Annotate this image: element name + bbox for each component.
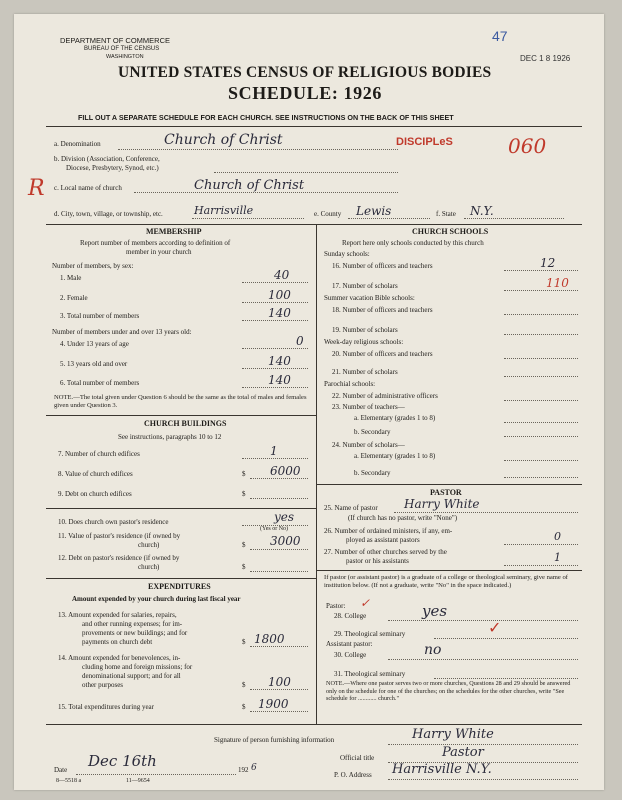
date-label: Date [54, 766, 68, 774]
q29-check-mark: ✓ [488, 618, 502, 637]
q27-label-2: pastor or his assistants [346, 557, 409, 565]
q11-label-2: church) [138, 541, 160, 549]
q17-label: 17. Number of scholars [332, 282, 398, 290]
q11-label: 11. Value of pastor's residence (if owned by [58, 532, 181, 540]
local-name-value: Church of Christ [194, 178, 305, 193]
pastor-title: PASTOR [430, 488, 462, 497]
census-schedule-sheet: DEPARTMENT OF COMMERCE BUREAU OF THE CENSUS WASHINGTON 47 DEC 1 8 1926 UNITED STATES CENSUS OF RELIGIOUS BODIES SCHEDULE: 1926 FILL OUT A SEPARATE SCHEDULE FOR EACH CHURCH. SEE INSTRUCTIONS ON THE BACK OF THIS SHEET a. Denomination Church of Christ DISCIPLeS 060 b. Division (Association, Conference, Diocese, Presbytery, Synod, etc.) R c. Local name of church Church of Christ d. City, town, village, or township, etc. Harrisville e. County Lewis f. State N.Y. MEMBERSHIP Report number of members according to definition of member in your church Number of members, by sex: 1. Male 40 2. Female 100 3. Total number of members 140 Number of members under and over 13 years old: 4. Under 13 years of age 0 5. 13 years old and over 140 6. Total number of members 140 NOTE.—The total given under Question 6 should be the same as the total of males and females given under Question 3. CHURCH BUILDINGS See instructions, paragraphs 10 to 12 7. Number of church edifices 1 8. Value of church edifices $ 6000 9. Debt on church edifices $ 10. Does church own pastor's residence yes (Yes or No) 11. Value of pastor's residence (if owned by church) $ 3000 12. Debt on pastor's residence (if owned by church) $ EXPENDITURES Amount expended by your church during last fiscal year 13. Amount expended for salaries, repairs, and other running expenses; for im- provements or new buildings; and for payments on church debt $ 1800 14. Amount expended for benevolences, in- cluding home and foreign missions; for denominational support; and for all other purposes $ 100 15. Total expenditures during year $ 1900 CHURCH SCHOOLS Report here only schools conducted by this church Sunday schools: 16. Number of officers and teachers 12 17. Number of scholars 110 Summer vacation Bible schools: 18. Number of officers and teachers 19. Number of scholars Week-day religious schools: 20. Number of officers and teachers 21. Number of scholars Parochial schools: 22. Number of administrative officers 23. Number of teachers— a. Elementary (grades 1 to 8) b. Secondary 24. Number of scholars— a. Elementary (grades 1 to 8) b. Secondary PASTOR 25. Name of pastor Harry White (If church has no pastor, write "None") 26. Number of ordained ministers, if any, em- ployed as assistant pastors 0 27. Number of other churches served by the pastor or his assistants 1 If pastor (or assistant pastor) is a graduate of a college or theological seminary, give name of institution below. (If not a graduate, write "No" in the space indicated.) Pastor: ✓ 28. College yes 29. Theological seminary ✓ Assistant pastor: 30. College no 31. Theological seminary NOTE.—Where one pastor serves two or more churches, Questions 28 and 29 should be answered only on the schedule for one of the churches; on the schedules for the other churches, write "See schedule for ............ church." Signature of person furnishing information Harry White Official title Pastor Date Dec 16th 192 6 P. O. Address Harrisville N.Y. 8—5518 a 11—9654 [14, 14, 604, 790]
q13-label: 13. Amount expended for salaries, repairs, [58, 611, 177, 619]
division-label-2: Diocese, Presbytery, Synod, etc.) [66, 164, 159, 172]
department-name: DEPARTMENT OF COMMERCE [60, 36, 171, 45]
q3-label: 3. Total number of members [60, 312, 140, 320]
state-label: f. State [436, 210, 456, 218]
weekday-schools-label: Week-day religious schools: [324, 338, 404, 346]
q5-label: 5. 13 years old and over [60, 360, 128, 368]
q25-value: Harry White [404, 497, 480, 511]
q28-label: 28. College [334, 612, 367, 620]
county-value: Lewis [356, 204, 392, 218]
q1-value: 40 [274, 268, 290, 282]
q21-label: 21. Number of scholars [332, 368, 398, 376]
denomination-label: a. Denomination [54, 140, 101, 148]
address-label: P. O. Address [334, 771, 372, 779]
expenditures-title: EXPENDITURES [148, 582, 211, 591]
q13-value: 1800 [254, 632, 285, 646]
q12-label: 12. Debt on pastor's residence (if owned by [58, 554, 180, 562]
q5-value: 140 [268, 354, 291, 368]
q11-value: 3000 [270, 534, 301, 548]
q16-value: 12 [540, 256, 556, 270]
q1-label: 1. Male [60, 274, 82, 282]
q30-value: no [424, 642, 442, 658]
q24a-label: a. Elementary (grades 1 to 8) [354, 452, 436, 460]
county-label: e. County [314, 210, 342, 218]
q2-label: 2. Female [60, 294, 88, 302]
q18-label: 18. Number of officers and teachers [332, 306, 433, 314]
pastor-note: NOTE.—Where one pastor serves two or more churches, Questions 28 and 29 should be answered only on the schedule for one of the churches; on the schedules for the other churches, write "See schedule for ............ church." [326, 680, 571, 703]
q14-label-4: other purposes [82, 681, 124, 689]
q15-label: 15. Total expenditures during year [58, 703, 154, 711]
q23a-label: a. Elementary (grades 1 to 8) [354, 414, 436, 422]
division-label: b. Division (Association, Conference, [54, 155, 160, 163]
bureau-name: BUREAU OF THE CENSUS [84, 46, 160, 52]
q25-label: 25. Name of pastor [324, 504, 378, 512]
q14-label: 14. Amount expended for benevolences, in- [58, 654, 181, 662]
q15-value: 1900 [258, 697, 289, 711]
q3-value: 140 [268, 306, 291, 320]
assistant-pastor-label: Assistant pastor: [326, 640, 373, 648]
membership-note: NOTE.—The total given under Question 6 should be the same as the total of males and females given under Question 3. [54, 394, 307, 409]
schools-title: CHURCH SCHOOLS [412, 227, 489, 236]
q6-value: 140 [268, 373, 291, 387]
pastor-check-mark: ✓ [360, 596, 371, 610]
date-year-digit: 6 [251, 763, 257, 773]
q26-label: 26. Number of ordained ministers, if any, em- [324, 527, 453, 535]
form-number: 8—5518 a [56, 778, 82, 784]
q26-value: 0 [554, 530, 561, 543]
q10-label: 10. Does church own pastor's residence [58, 518, 169, 526]
q13-label-4: payments on church debt [82, 638, 153, 646]
q29-label: 29. Theological seminary [334, 630, 406, 638]
q8-label: 8. Value of church edifices [58, 470, 133, 478]
q24b-label: b. Secondary [354, 469, 391, 477]
q27-label: 27. Number of other churches served by the [324, 548, 447, 556]
q13-label-3: provements or new buildings; and for [82, 629, 188, 637]
q7-value: 1 [270, 444, 278, 458]
q4-label: 4. Under 13 years of age [60, 340, 129, 348]
buildings-intro: See instructions, paragraphs 10 to 12 [118, 433, 222, 441]
state-value: N.Y. [470, 204, 494, 218]
margin-mark: R [28, 176, 45, 201]
date-year-prefix: 192 [238, 766, 249, 774]
form-instruction: FILL OUT A SEPARATE SCHEDULE FOR EACH CHURCH. SEE INSTRUCTIONS ON THE BACK OF THIS SHEET [78, 113, 454, 122]
date-received-stamp: DEC 1 8 1926 [520, 54, 571, 63]
q22-label: 22. Number of administrative officers [332, 392, 438, 400]
q20-label: 20. Number of officers and teachers [332, 350, 433, 358]
q24-label: 24. Number of scholars— [332, 441, 405, 449]
q12-label-2: church) [138, 563, 160, 571]
form-subtitle: SCHEDULE: 1926 [228, 83, 382, 103]
graduate-note: If pastor (or assistant pastor) is a graduate of a college or theological seminary, give name of institution below. (If not a graduate, write "No" in the space indicated.) [324, 574, 569, 589]
sunday-schools-label: Sunday schools: [324, 250, 370, 258]
q9-label: 9. Debt on church edifices [58, 490, 132, 498]
q14-label-3: denominational support; and for all [82, 672, 181, 680]
q25-hint: (If church has no pastor, write "None") [348, 514, 458, 522]
q6-label: 6. Total number of members [60, 379, 140, 387]
date-value: Dec 16th [88, 752, 157, 770]
address-value: Harrisville N.Y. [392, 762, 492, 777]
parochial-schools-label: Parochial schools: [324, 380, 376, 388]
q23-label: 23. Number of teachers— [332, 403, 405, 411]
q27-value: 1 [554, 551, 561, 564]
city-label: d. City, town, village, or township, etc. [54, 210, 163, 218]
q10-value: yes [274, 510, 295, 524]
local-name-label: c. Local name of church [54, 184, 122, 192]
q26-label-2: ployed as assistant pastors [346, 536, 420, 544]
q14-value: 100 [268, 675, 291, 689]
q4-value: 0 [296, 334, 304, 348]
q30-label: 30. College [334, 651, 367, 659]
form-title: UNITED STATES CENSUS OF RELIGIOUS BODIES [118, 64, 492, 81]
q19-label: 19. Number of scholars [332, 326, 398, 334]
q17-value: 110 [546, 276, 569, 290]
signature-value: Harry White [412, 727, 494, 742]
denomination-stamp: DISCIPLeS [396, 136, 453, 148]
summer-schools-label: Summer vacation Bible schools: [324, 294, 415, 302]
q10-hint: (Yes or No) [260, 526, 289, 532]
city-value: Harrisville [194, 204, 254, 217]
membership-title: MEMBERSHIP [146, 227, 202, 236]
q13-label-2: and other running expenses; for im- [82, 620, 183, 628]
denomination-code: 060 [508, 134, 547, 158]
q8-value: 6000 [270, 464, 301, 478]
q23b-label: b. Secondary [354, 428, 391, 436]
city-name: WASHINGTON [106, 54, 144, 60]
q2-value: 100 [268, 288, 291, 302]
membership-intro-2: member in your church [126, 248, 192, 256]
membership-intro: Report number of members according to definition of [80, 239, 231, 247]
q28-value: yes [422, 602, 448, 620]
buildings-title: CHURCH BUILDINGS [144, 419, 227, 428]
schools-intro: Report here only schools conducted by this church [342, 239, 484, 247]
denomination-value: Church of Christ [164, 132, 283, 148]
signature-label: Signature of person furnishing information [214, 736, 335, 744]
q31-label: 31. Theological seminary [334, 670, 406, 678]
q7-label: 7. Number of church edifices [58, 450, 140, 458]
schedule-number: 47 [492, 28, 508, 44]
members-by-sex-label: Number of members, by sex: [52, 262, 134, 270]
official-title-value: Pastor [442, 745, 484, 760]
official-title-label: Official title [340, 754, 375, 762]
print-number: 11—9654 [126, 778, 150, 784]
expenditures-intro: Amount expended by your church during last fiscal year [72, 595, 241, 603]
age-intro-label: Number of members under and over 13 years old: [52, 328, 192, 336]
q16-label: 16. Number of officers and teachers [332, 262, 433, 270]
q14-label-2: cluding home and foreign missions; for [82, 663, 193, 671]
pastor-label: Pastor: [326, 602, 346, 610]
